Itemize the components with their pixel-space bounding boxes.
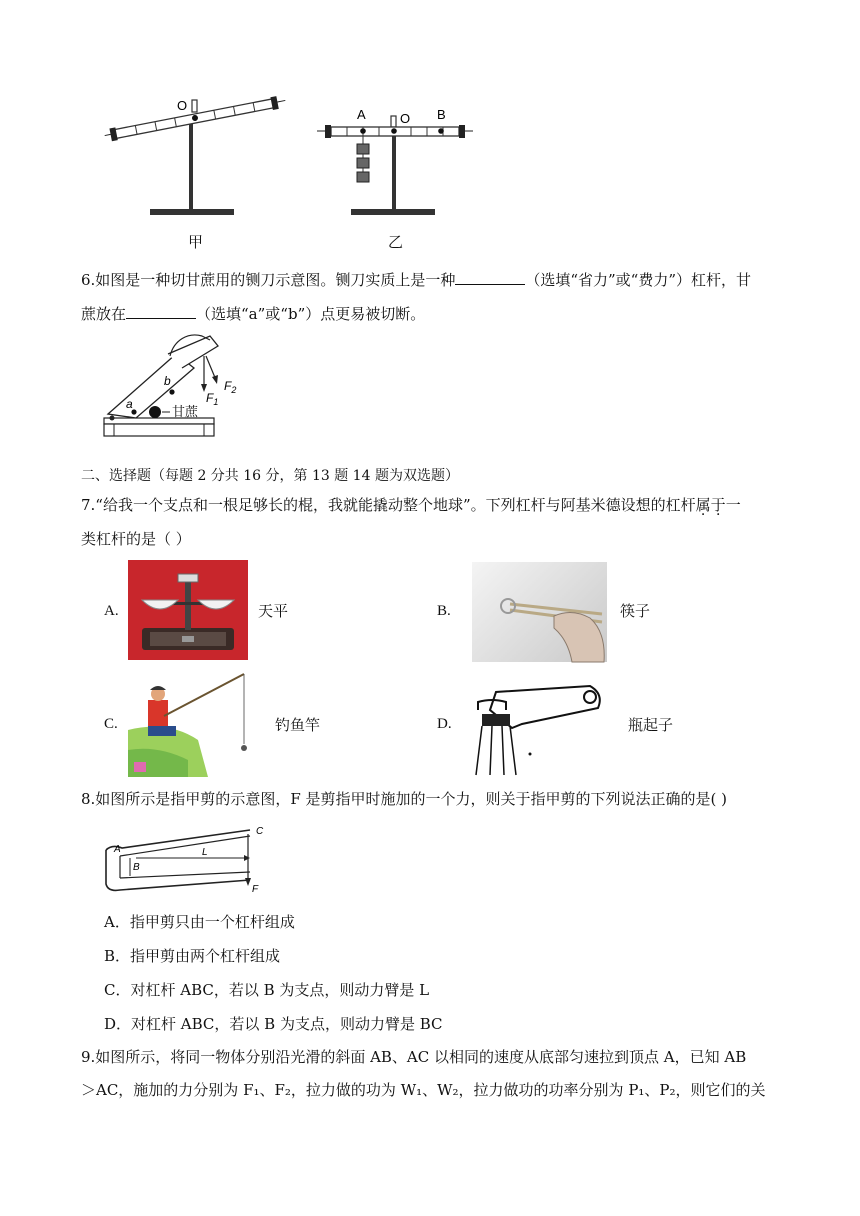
fig8-label-L: L [202, 847, 208, 858]
q8-option-b[interactable]: B．指甲剪由两个杠杆组成 [104, 947, 281, 965]
q6-text-d: （选填“a”或“b”）点更易被切断。 [196, 305, 426, 323]
q8-option-d[interactable]: D．对杠杆 ABC，若以 B 为支点，则动力臂是 BC [104, 1015, 443, 1033]
fig8-label-A: A [114, 844, 121, 855]
q6-text-a: 6.如图是一种切甘蔗用的铡刀示意图。铡刀实质上是一种 [81, 271, 456, 289]
caption-jia: 甲 [188, 233, 204, 251]
fishing-rod-image [128, 670, 264, 777]
balance-image [128, 560, 248, 660]
fig8-label-F: F [252, 884, 259, 895]
q7-line1 [81, 494, 741, 516]
fodder-cutter-figure [98, 326, 237, 440]
label-B: B [437, 107, 446, 122]
q7-option-a-label: 天平 [258, 602, 289, 620]
q8-stem: 8.如图所示是指甲剪的示意图，F 是剪指甲时施加的一个力，则关于指甲剪的下列说法正确的是( ) [81, 790, 727, 808]
q7-option-d-letter[interactable]: D. [437, 716, 452, 732]
lever-balance-figure [95, 88, 495, 253]
q7-option-c-label: 钓鱼竿 [275, 716, 321, 734]
q6-blank-1[interactable] [455, 270, 525, 285]
q7-emphasis-1: 属 [695, 496, 711, 514]
q7-option-d-label: 瓶起子 [628, 716, 674, 734]
lever-stand-right [317, 116, 473, 215]
q6-line1 [81, 269, 751, 291]
chopsticks-image [472, 562, 607, 662]
q7-option-c-letter[interactable]: C. [104, 716, 118, 732]
q7-option-b-label: 筷子 [620, 602, 651, 620]
fig8-label-B: B [133, 862, 140, 873]
fig6-label-a: a [126, 397, 133, 411]
q8-option-c[interactable]: C．对杠杆 ABC，若以 B 为支点，则动力臂是 L [104, 981, 430, 999]
q6-text-b: （选填“省力”或“费力”）杠杆，甘 [525, 271, 752, 289]
caption-yi: 乙 [388, 233, 404, 251]
q7-text-main: 7.“给我一个支点和一根足够长的棍，我就能撬动整个地球”。下列杠杆与阿基米德设想的杠杆 [81, 496, 696, 514]
label-A: A [357, 107, 366, 122]
q7-option-b-letter[interactable]: B. [437, 603, 451, 619]
nail-clipper-figure [100, 822, 270, 898]
q7-text-end: 一 [725, 496, 741, 514]
fig6-label-F2: $F_2$ [224, 379, 237, 395]
q9-line1: 9.如图所示，将同一物体分别沿光滑的斜面 AB、AC 以相同的速度从底部匀速拉到顶点 A，已知 AB [81, 1048, 747, 1066]
fig6-label-F1: $F_1$ [206, 391, 219, 407]
fig8-label-C: C [256, 826, 264, 837]
q6-blank-2[interactable] [126, 304, 196, 319]
label-O-right: O [400, 111, 411, 126]
q7-emphasis-2: 于 [710, 496, 726, 514]
fig6-label-sugarcane: 甘蔗 [172, 405, 199, 420]
fig6-label-b: b [164, 374, 171, 388]
bottle-opener-image [472, 680, 607, 775]
q7-line2: 类杠杆的是（ ） [81, 530, 191, 548]
q8-option-a[interactable]: A．指甲剪只由一个杠杆组成 [104, 913, 295, 931]
q6-line2 [81, 303, 425, 325]
q7-option-a-letter[interactable]: A. [104, 603, 119, 619]
label-O-left: O [177, 98, 188, 113]
q6-text-c: 蔗放在 [81, 305, 127, 323]
section2-heading: 二、选择题（每题 2 分共 16 分，第 13 题 14 题为双选题） [81, 468, 459, 484]
q9-line2: ＞AC，施加的力分别为 F₁、F₂，拉力做的功为 W₁、W₂，拉力做功的功率分别为 P₁、P₂，则它们的关 [81, 1081, 766, 1099]
lever-stand-left [104, 95, 287, 215]
